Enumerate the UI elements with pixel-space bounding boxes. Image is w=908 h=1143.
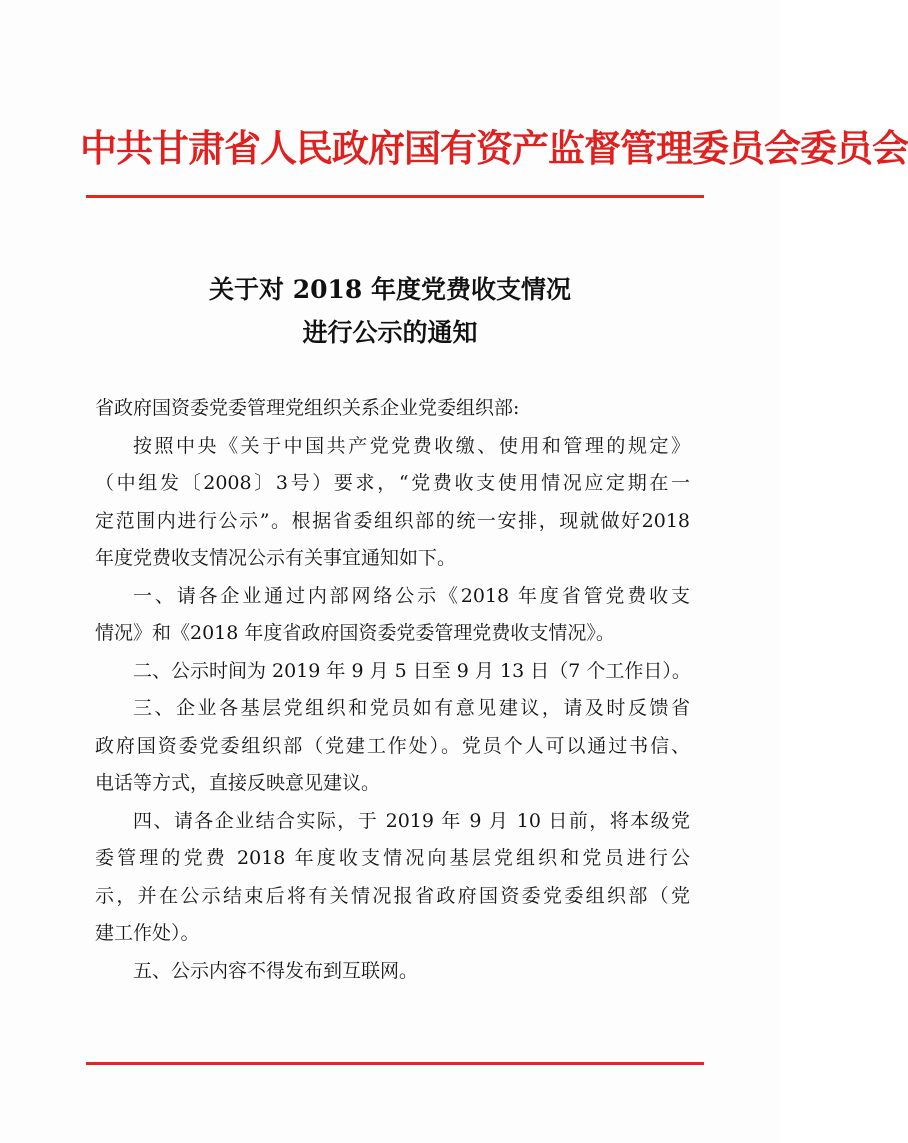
item-4-line-1: 四、请各企业结合实际，于 2019 年 9 月 10 日前，将本级党	[133, 809, 690, 832]
document-title-line-2: 进行公示的通知	[302, 318, 478, 347]
item-5-line-1: 五、公示内容不得发布到互联网。	[133, 959, 419, 982]
item-1-line-2: 情况》和《2018 年度省政府国资委党委管理党费收支情况》。	[95, 622, 615, 644]
masthead-red-rule	[86, 195, 704, 198]
masthead-title: 中共甘肃省人民政府国有资产监督管理委员会委员会	[80, 127, 908, 170]
item-1-line-1: 一、请各企业通过内部网络公示《2018 年度省管党费收支	[133, 584, 690, 607]
intro-line-3: 定范围内进行公示”。根据省委组织部的统一安排，现就做好2018	[95, 509, 690, 532]
intro-line-1: 按照中央《关于中国共产党党费收缴、使用和管理的规定》	[133, 434, 690, 457]
item-4-line-3: 示，并在公示结束后将有关情况报省政府国资委党委组织部（党	[95, 884, 690, 907]
item-4-line-4: 建工作处）。	[95, 922, 200, 944]
item-3-line-3: 电话等方式，直接反映意见建议。	[95, 772, 381, 794]
item-4-line-2: 委管理的党费 2018 年度收支情况向基层党组织和党员进行公	[95, 847, 690, 869]
document-title-line-1: 关于对 2018 年度党费收支情况	[209, 275, 571, 304]
item-3-line-2: 政府国资委党委组织部（党建工作处）。党员个人可以通过书信、	[95, 734, 690, 757]
intro-line-4: 年度党费收支情况公示有关事宜通知如下。	[95, 547, 457, 569]
salutation: 省政府国资委党委管理党组织关系企业党委组织部:	[95, 397, 520, 419]
item-2-line-1: 二、公示时间为 2019 年 9 月 5 日至 9 月 13 日（7 个工作日）。	[133, 659, 691, 682]
footer-red-rule	[86, 1062, 704, 1065]
document-body	[95, 390, 690, 990]
intro-line-2: （中组发〔2008〕3号）要求，“党费收支使用情况应定期在一	[95, 472, 690, 494]
item-3-line-1: 三、企业各基层党组织和党员如有意见建议，请及时反馈省	[133, 697, 690, 719]
